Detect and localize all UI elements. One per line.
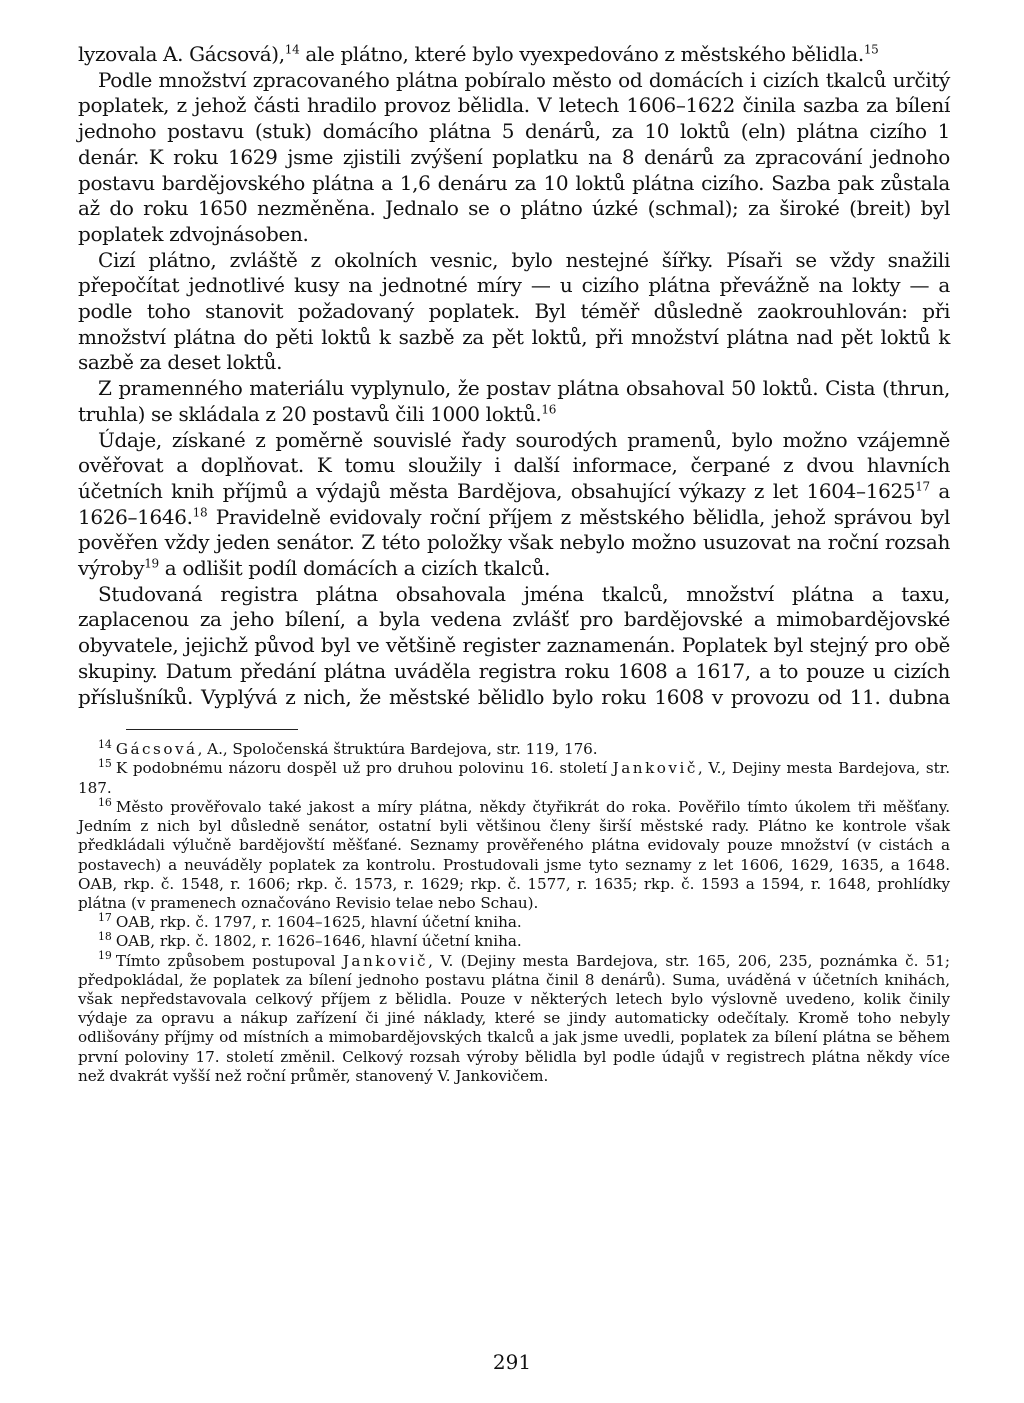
footnote-text: Město prověřovalo také jakost a míry plátna, někdy čtyřikrát do roka. Pověřilo tímto úkolem tři měšťany. Jedním z nich byl důsledně senátor, ostatní byli většinou členy širší městské rady. Plátno ke kontrole však předkládali výlučně bardějovští měšťané. Seznamy prověřeného plátna evidovaly pouze množství (v cistách a postavech) a neuváděly poplatek za kontrolu. Prostudovali jsme tyto seznamy z let 1606, 1629, 1635, a 1648. OAB, rkp. č. 1548, r. 1606; rkp. č. 1573, r. 1629; rkp. č. 1577, r. 1635; rkp. č. 1593 a 1594, r. 1648, prohlídky plátna (v pramenech označováno Revisio telae nebo Schau). [78, 797, 950, 912]
footnote-ref-18: 18 [192, 505, 208, 519]
footnote-15 [78, 759, 950, 797]
footnote-text: , V., Dejiny mesta Bardejova, str. 187. [78, 759, 951, 797]
paragraph-1-text-b: ale plátno, které bylo vyexpedováno z městského bělidla. [299, 42, 864, 66]
paragraph-5-text-b: a 1626–1646. [78, 478, 950, 529]
footnote-number: 19 [98, 949, 112, 963]
footnote-17 [78, 913, 950, 932]
footnote-14 [78, 740, 950, 759]
footnote-text: , V. (Dejiny mesta Bardejova, str. 165, 206, 235, poznámka č. 51; předpokládal, že poplatek za bílení jednoho postavu plátna činil 8 denárů). Suma, uváděná v účetních knihách, však nepředstavovala celkový příjem z bělidla. Pouze v některých letech bylo výslovně uvedeno, kolik činily výdaje za opravu a nákup zařízení či jiné náklady, které se jindy automaticky odečítaly. Kromě toho nebyly odlišovány příjmy od místních a mimobardějovských tkalců a jak jsme uvedli, poplatek za bílení plátna se během první poloviny 17. století změnil. Celkový rozsah výroby bělidla byl podle údajů v registrech plátna někdy více než dvakrát vyšší než roční průměr, stanovený V. Jankovičem. [78, 951, 950, 1085]
page-content [78, 42, 950, 1086]
footnote-text: , A., Spoločenská štruktúra Bardejova, str. 119, 176. [197, 740, 598, 759]
footnote-ref-14: 14 [284, 42, 300, 57]
footnote-ref-15: 15 [863, 42, 879, 57]
footnote-author: Gácsová [115, 740, 198, 759]
footnote-ref-17: 17 [915, 479, 930, 494]
footnote-text: Tímto způsobem postupoval [115, 951, 343, 970]
footnote-separator [126, 729, 298, 730]
footnote-number: 18 [98, 930, 112, 944]
footnote-text: OAB, rkp. č. 1797, r. 1604–1625, hlavní účetní kniha. [115, 913, 522, 932]
footnote-text: K podobnému názoru dospěl už pro druhou polovinu 16. století [115, 759, 613, 778]
main-text [78, 42, 950, 710]
paragraph-4 [78, 376, 950, 427]
footnote-number: 17 [98, 911, 112, 925]
footnote-number: 14 [98, 738, 112, 752]
footnote-16 [78, 795, 950, 913]
page-number: 291 [492, 1350, 532, 1374]
footnote-text: OAB, rkp. č. 1802, r. 1626–1646, hlavní účetní kniha. [115, 932, 522, 951]
paragraph-5-text-c: Pravidelně evidovaly roční příjem z městského bělidla, jehož správou byl pověřen vždy jeden senátor. Z této položky však nebylo možno usuzovat na roční rozsah výroby [78, 504, 950, 581]
paragraph-1 [78, 42, 950, 68]
paragraph-1-text-a: lyzovala A. Gácsová), [78, 42, 285, 66]
footnote-19 [78, 949, 950, 1086]
footnote-author: Jankovič [612, 759, 698, 778]
footnote-ref-16: 16 [541, 402, 556, 417]
footnotes [78, 740, 950, 1086]
paragraph-6: Studovaná registra plátna obsahovala jména tkalců, množství plátna a taxu, zaplacenou za jeho bílení, a byla vedena zvlášť pro bardějovské a mimobardějovské obyvatele, jejichž původ byl ve většině register zaznamenán. Poplatek byl stejný pro obě skupiny. Datum předání plátna uváděla registra roku 1608 a 1617, a to pouze u cizích příslušníků. Vyplývá z nich, že městské bělidlo bylo roku 1608 v provozu od 11. dubna [78, 581, 950, 709]
paragraph-2: Podle množství zpracovaného plátna pobíralo město od domácích i cizích tkalců určitý poplatek, z jehož části hradilo provoz bělidla. V letech 1606–1622 činila sazba za bílení jednoho postavu (stuk) domácího plátna 5 denárů, za 10 loktů (eln) plátna cizího 1 denár. K roku 1629 jsme zjistili zvýšení poplatku na 8 denárů za zpracování jednoho postavu bardějovského plátna a 1,6 denáru za 10 loktů plátna cizího. Sazba pak zůstala až do roku 1650 nezměněna. Jednalo se o plátno úzké (schmal); za široké (breit) byl poplatek zdvojnásoben. [78, 67, 950, 246]
footnote-number: 16 [98, 795, 112, 809]
footnote-author: Jankovič [342, 951, 429, 970]
footnote-number: 15 [98, 757, 112, 771]
paragraph-5-text-a: Údaje, získané z poměrně souvislé řady sourodých pramenů, bylo možno vzájemně ověřovat a doplňovat. K tomu sloužily i další informace, čerpané z dvou hlavních účetních knih příjmů a výdajů města Bardějova, obsahující výkazy z let 1604–1625 [78, 427, 950, 503]
footnote-18 [78, 932, 950, 951]
paragraph-5 [78, 428, 950, 582]
paragraph-4-text: Z pramenného materiálu vyplynulo, že postav plátna obsahoval 50 loktů. Cista (thrun, truhla) se skládala z 20 postavů čili 1000 loktů. [78, 376, 950, 426]
paragraph-5-text-d: a odlišit podíl domácích a cizích tkalců. [158, 556, 551, 581]
footnote-ref-19: 19 [144, 556, 159, 571]
paragraph-3: Cizí plátno, zvláště z okolních vesnic, bylo nestejné šířky. Písaři se vždy snažili přepočítat jednotlivé kusy na jednotné míry — u cizího plátna převážně na lokty — a podle toho stanovit požadovaný poplatek. Byl téměř důsledně zaokrouhlován: při množství plátna do pěti loktů k sazbě za pět loktů, při množství plátna nad pět loktů k sazbě za deset loktů. [78, 247, 950, 375]
